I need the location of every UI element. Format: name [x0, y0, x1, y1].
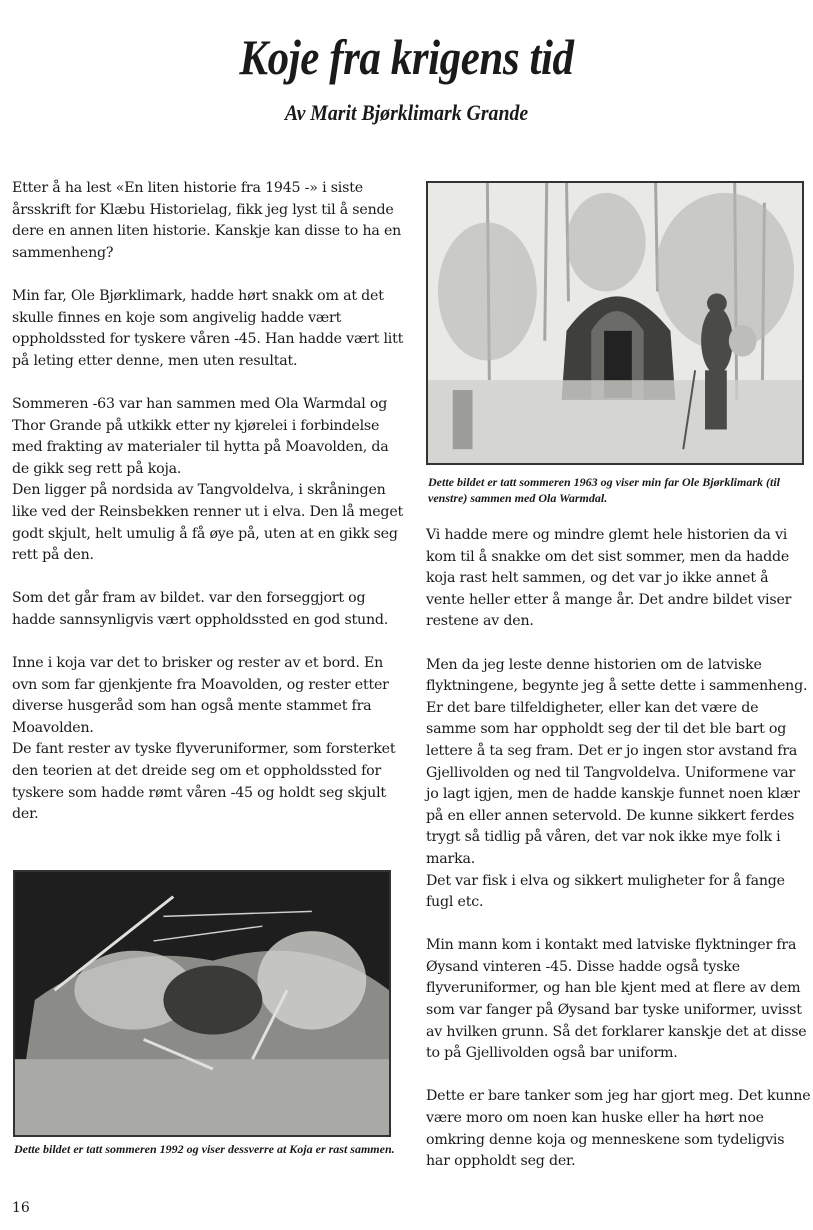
photo-koje-1992: [13, 870, 391, 1137]
photo-koje-1963: [426, 181, 804, 465]
paragraph: De fant rester av tyske flyveruniformer, som forsterket den teorien at det dreide seg om et oppholdssted for tyskere som hadde rømt våren -45 og holdt seg skjult der.: [12, 741, 396, 823]
paragraph: Etter å ha lest «En liten historie fra 1945 -» i siste årsskrift for Klæbu Historielag, fikk jeg lyst til å sende dere en annen liten historie. Kanskje kan disse to ha en sammenheng?: [12, 180, 402, 261]
paragraph: Dette er bare tanker som jeg har gjort meg. Det kunne være moro om noen kan huske eller ha hørt noe omkring denne koja og menneskene som tydeligvis har oppholdt seg der.: [426, 1088, 811, 1170]
right-column: [426, 525, 811, 1173]
forest-hut-image: [428, 183, 802, 463]
photo2-caption: Dette bildet er tatt sommeren 1992 og viser dessverre at Koja er rast sammen.: [14, 1142, 395, 1156]
paragraph: Min mann kom i kontakt med latviske flyktninger fra Øysand vinteren -45. Disse hadde også tyske flyveruniformer, og han ble kjent med at flere av dem som var fanger på Øysand bar tyske uniformer, uvisst av hvilken grunn. Så det forklarer kanskje det at disse to på Gjellivolden også bar uniform.: [426, 937, 807, 1062]
left-column: [12, 178, 404, 826]
paragraph: Men da jeg leste denne historien om de latviske flyktningene, begynte jeg å sette dette i sammenheng.: [426, 656, 808, 695]
photo1-caption: Dette bildet er tatt sommeren 1963 og viser min far Ole Bjørklimark (til venstre) sammen med Ola Warmdal.: [428, 475, 780, 505]
paragraph: Det var fisk i elva og sikkert muligheter for å fange fugl etc.: [426, 872, 785, 911]
paragraph: Inne i koja var det to brisker og rester av et bord. En ovn som far gjenkjente fra Moavolden, og rester etter diverse husgeråd som han også mente stammet fra Moavolden.: [12, 655, 389, 736]
collapsed-hut-image: [15, 872, 389, 1135]
paragraph: Min far, Ole Bjørklimark, hadde hørt snakk om at det skulle finnes en koje som angivelig hadde vært oppholdssted for tyskere våren -45. Han hadde vært litt på leting etter denne, men uten resultat.: [12, 287, 404, 369]
paragraph: Er det bare tilfeldigheter, eller kan det være de samme som har oppholdt seg der til det ble bart og lettere å ta seg fram. Det er jo ingen stor avstand fra Gjellivolden og ned til Tangvoldelva. Uniformene var jo lagt igjen, men de hadde kanskje funnet noen klær på en eller annen setervold. De kunne sikkert ferdes trygt så tidlig på våren, det var nok ikke mye folk i marka.: [426, 699, 800, 867]
paragraph: Som det går fram av bildet. var den forseggjort og hadde sannsynligvis vært oppholdssted en god stund.: [12, 590, 389, 628]
page-number: 16: [12, 1200, 30, 1216]
article-title: Koje fra krigens tid: [239, 29, 574, 85]
paragraph: Vi hadde mere og mindre glemt hele historien da vi kom til å snakke om det sist sommer, men da hadde koja rast helt sammen, og det var jo ikke annet å vente heller etter å mange år. Det andre bildet viser restene av den.: [426, 527, 792, 630]
paragraph: Sommeren -63 var han sammen med Ola Warmdal og Thor Grande på utkikk etter ny kjørelei i forbindelse med frakting av materialer til hytta på Moavolden, da de gikk seg rett på koja.: [12, 395, 389, 477]
paragraph: Den ligger på nordsida av Tangvoldelva, i skråningen like ved der Reinsbekken renner ut i elva. Den lå meget godt skjult, helt umulig å få øye på, uten at en gikk seg rett på den.: [12, 482, 404, 564]
article-byline: Av Marit Bjørklimark Grande: [284, 100, 529, 125]
